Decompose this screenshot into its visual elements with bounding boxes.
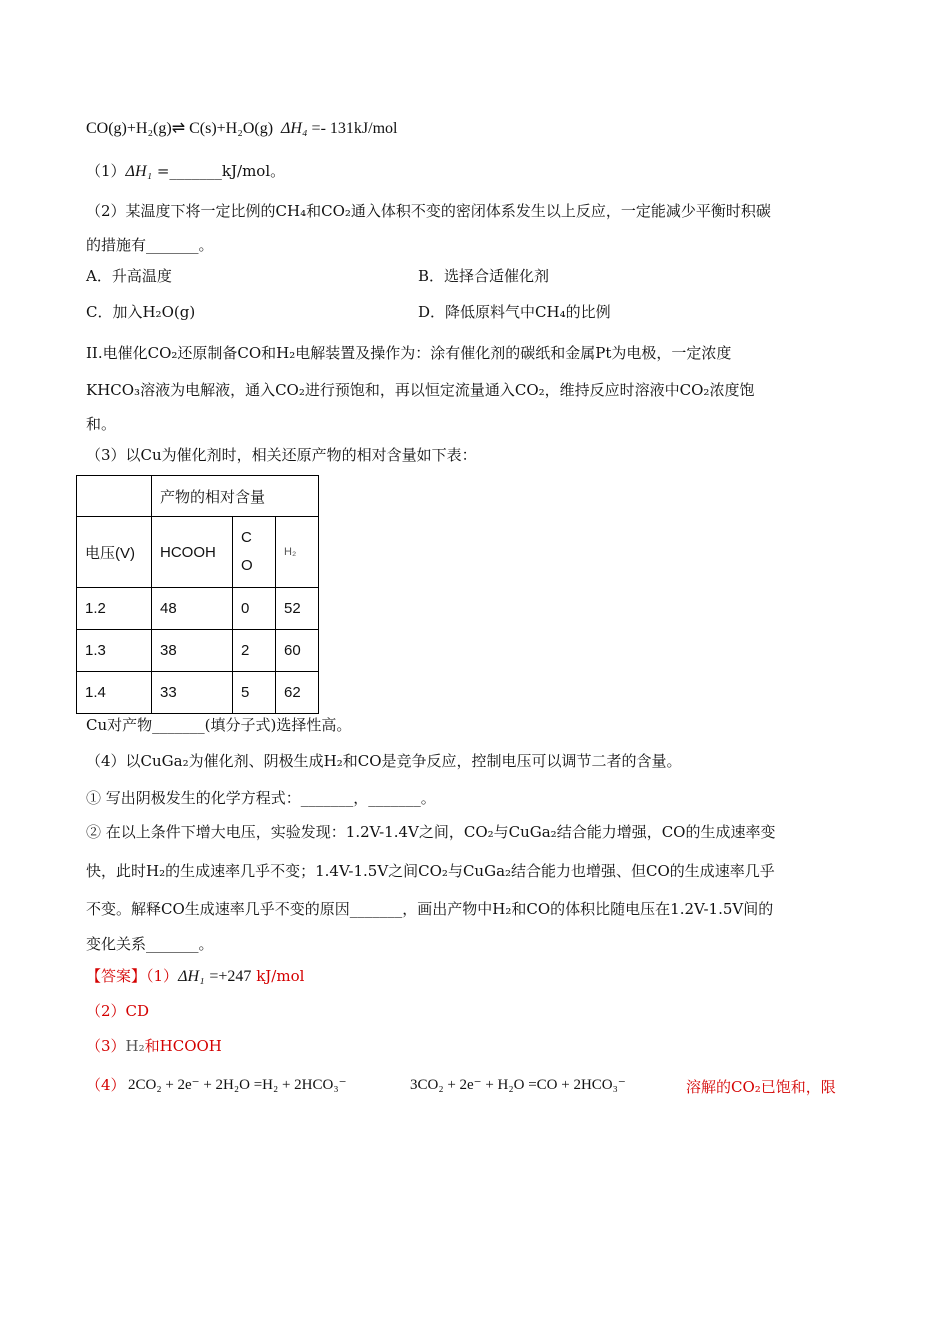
table-cell-h2: 52 — [276, 588, 319, 630]
answer-2: （2）CD — [86, 1002, 150, 1020]
reaction-4-dh-value: =- 131kJ/mol — [311, 120, 398, 137]
table-cell-co: 0 — [233, 588, 276, 630]
table-cell-voltage: 1.3 — [77, 630, 152, 672]
table-h2-header: H₂ — [276, 517, 319, 588]
question-3-intro: （3）以Cu为催化剂时，相关还原产物的相对含量如下表： — [86, 446, 477, 464]
part-2-line-2: KHCO₃溶液为电解液，通入CO₂进行预饱和，再以恒定流量通入CO₂，维持反应时溶液中CO₂浓度饱 — [86, 381, 755, 399]
question-1-text: =_______kJ/mol。 — [156, 162, 286, 180]
table-hcooh-header: HCOOH — [152, 517, 233, 588]
question-4-sub-2-line-3: 不变。解释CO生成速率几乎不变的原因_______，画出产物中H₂和CO的体积比随电压在1.2V-1.5V间的 — [86, 900, 774, 918]
question-3-after: Cu对产物_______(填分子式)选择性高。 — [86, 716, 352, 734]
question-1-prefix: （1） — [86, 162, 126, 180]
table-voltage-header: 电压(V) — [77, 517, 152, 588]
option-d: D．降低原料气中CH₄的比例 — [418, 303, 611, 321]
part-2-line-1: II.电催化CO₂还原制备CO和H₂电解装置及操作为：涂有催化剂的碳纸和金属Pt为电极，一定浓度 — [86, 344, 732, 362]
answer-3-text: 和HCOOH — [144, 1037, 222, 1055]
question-1 — [86, 160, 285, 183]
reaction-4-dh-label: ΔH₄ — [281, 120, 308, 137]
option-b: B．选择合适催化剂 — [418, 267, 550, 285]
table-cell-h2: 60 — [276, 630, 319, 672]
answer-3 — [86, 1035, 222, 1057]
answer-1-unit: kJ/mol — [256, 967, 305, 985]
question-1-dh-label: ΔH₁ — [125, 163, 153, 180]
table-cell-co: 5 — [233, 672, 276, 714]
question-4-line-1: （4）以CuGa₂为催化剂、阴极生成H₂和CO是竞争反应，控制电压可以调节二者的含量。 — [86, 752, 682, 770]
table-cell-hcooh: 33 — [152, 672, 233, 714]
answer-1-dh: ΔH₁ — [178, 968, 205, 985]
table-cell-hcooh: 38 — [152, 630, 233, 672]
table-cell-co: 2 — [233, 630, 276, 672]
table-cell-voltage: 1.2 — [77, 588, 152, 630]
question-4-sub-1: ① 写出阴极发生的化学方程式：_______，_______。 — [86, 789, 436, 807]
table-corner-cell — [77, 476, 152, 517]
answer-3-h2: H₂ — [125, 1037, 145, 1055]
option-a: A．升高温度 — [86, 267, 172, 285]
table-row — [77, 672, 319, 714]
table-co-header-o: O — [241, 557, 253, 574]
answer-1 — [86, 965, 304, 988]
table-co-header — [233, 517, 276, 588]
answer-1-value: =+247 — [209, 968, 252, 985]
question-2-line-2: 的措施有_______。 — [86, 236, 214, 254]
product-content-table — [76, 475, 319, 714]
option-c: C．加入H₂O(g) — [86, 303, 196, 321]
question-4-sub-2-line-1: ② 在以上条件下增大电压，实验发现：1.2V-1.4V之间，CO₂与CuGa₂结合能力增强，CO的生成速率变 — [86, 823, 776, 841]
answer-4-prefix: （4） — [86, 1076, 126, 1094]
question-2-line-1: （2）某温度下将一定比例的CH₄和CO₂通入体积不变的密闭体系发生以上反应，一定能减少平衡时积碳 — [86, 202, 771, 220]
question-4-sub-2-line-2: 快，此时H₂的生成速率几乎不变；1.4V-1.5V之间CO₂与CuGa₂结合能力也增强、但CO的生成速率几乎 — [86, 862, 775, 880]
table-group-header: 产物的相对含量 — [152, 476, 319, 517]
table-cell-h2: 62 — [276, 672, 319, 714]
table-co-header-c: C — [241, 529, 252, 546]
table-row — [77, 588, 319, 630]
reaction-4-equation: CO(g)+H₂(g)⇌ C(s)+H₂O(g) — [86, 120, 274, 137]
answer-4-equation-2: 3CO₂ + 2e⁻ + H₂O =CO + 2HCO₃⁻ — [410, 1077, 626, 1093]
answer-1-prefix: （1） — [146, 967, 179, 985]
table-cell-voltage: 1.4 — [77, 672, 152, 714]
answer-4-equation-1: 2CO₂ + 2e⁻ + 2H₂O =H₂ + 2HCO₃⁻ — [128, 1077, 347, 1093]
answer-tag: 【答案】 — [86, 967, 147, 985]
table-row — [77, 630, 319, 672]
question-4-sub-2-line-4: 变化关系_______。 — [86, 935, 214, 953]
answer-3-prefix: （3） — [86, 1037, 126, 1055]
table-cell-hcooh: 48 — [152, 588, 233, 630]
reaction-4-line — [86, 118, 397, 140]
part-2-line-3: 和。 — [86, 415, 117, 433]
answer-4 — [86, 1074, 126, 1096]
answer-4-tail: 溶解的CO₂已饱和，限 — [686, 1078, 836, 1096]
